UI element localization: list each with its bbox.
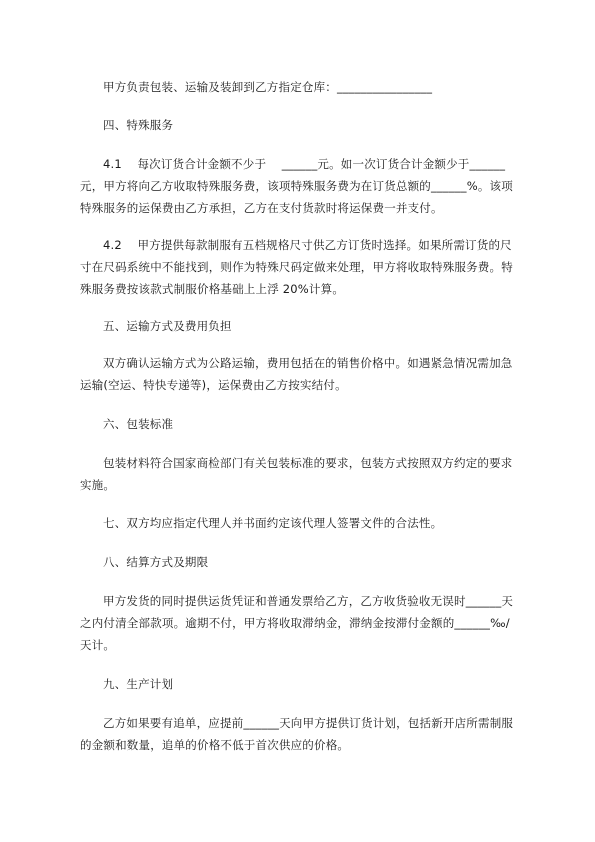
section-heading-packaging: 六、包装标准	[103, 417, 174, 431]
clause-4-1-paragraph: 4.1 每次订货合计金额不少于 ______元。如一次订货合计金额少于______元，甲方将向乙方收取特殊服务费，该项特殊服务费为在订货总额的______%。该项特殊服务的运保费由乙方承担，乙方在支付货款时将运保费一并支付。	[80, 157, 513, 215]
settlement-paragraph: 甲方发货的同时提供运货凭证和普通发票给乙方，乙方收货验收无误时______天之内付清全部款项。逾期不付，甲方将收取滞纳金，滞纳金按滞付金额的______‰/天计。	[80, 594, 514, 652]
delivery-paragraph: 甲方负责包装、运输及装卸到乙方指定仓库：________________	[103, 80, 433, 94]
transport-paragraph: 双方确认运输方式为公路运输，费用包括在的销售价格中。如遇紧急情况需加急运输(空运、特快专递等)，运保费由乙方按实结付。	[80, 356, 513, 392]
section-heading-transport: 五、运输方式及费用负担	[103, 319, 232, 333]
section-heading-special-service: 四、特殊服务	[103, 118, 174, 132]
packaging-paragraph: 包装材料符合国家商检部门有关包装标准的要求，包装方式按照双方约定的要求实施。	[80, 456, 513, 492]
section-heading-agent: 七、双方均应指定代理人并书面约定该代理人签署文件的合法性。	[103, 516, 443, 530]
section-heading-production: 九、生产计划	[103, 677, 174, 691]
production-paragraph: 乙方如果要有追单，应提前______天向甲方提供订货计划，包括新开店所需制服的金额和数量，追单的价格不低于首次供应的价格。	[80, 716, 514, 752]
section-heading-settlement: 八、结算方式及期限	[103, 555, 209, 569]
clause-4-2-paragraph: 4.2 甲方提供每款制服有五档规格尺寸供乙方订货时选择。如果所需订货的尺寸在尺码系统中不能找到，则作为特殊尺码定做来处理，甲方将收取特殊服务费。特殊服务费按该款式制服价格基础上上浮 20%计算。	[80, 238, 513, 296]
